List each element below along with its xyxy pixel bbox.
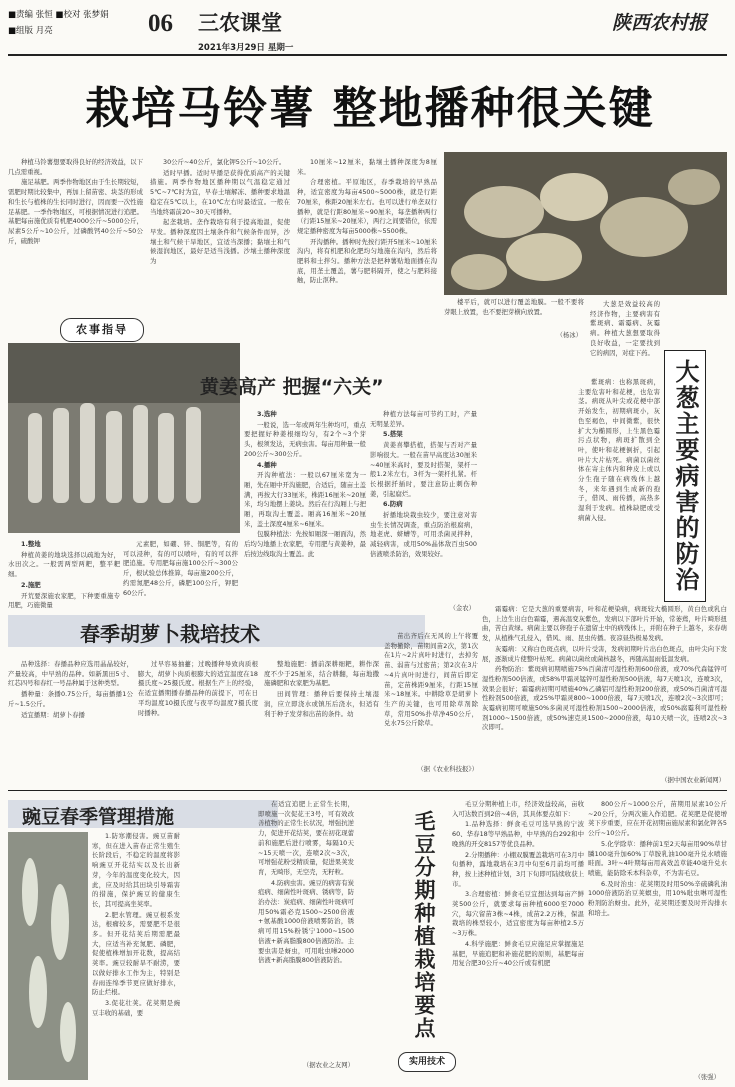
scallion-title-box: [664, 350, 706, 602]
practical-tech-badge: [398, 1052, 456, 1072]
page-number: 06: [148, 10, 173, 37]
potato-col-2: 30公斤~40公斤，氯化钾5公斤~10公斤。 适时早播。适时早播是获得优质高产的关键措施。两季作物地区播种期以气温稳定通过5℃~7℃时为宜，早春土壤解冻、播种要求地温稳定在5℃以上，在10℃左右时最适宜。一般在当地终霜前20~30天可播种。 起垄栽培。垄作栽培有利于提高地温，促使早发。播种深度因土壤条件和气候条件而异，沙壤土和气候干旱地区，宜适当深播；黏壤土和气候湿润地区，最好是适当浅播。沙壤土播种深度为: [150, 158, 290, 266]
scallion-text-bottom: 霜霉病：它是大葱的重要病害，叶和花梗染病，病斑较大椭圆形，黄白色或乳白色，上边生出白色霜霉，遇高温变灰紫色，发病以下部叶片开始，常萎蔫，叶片畸形扭曲，苦白黄绿。病菌主要以卵孢子在遗留土中的病残体上，并附在种子上越冬，来春萌发，从植株气孔侵入，借风、雨、昆虫传播。夜凉昼热极易发病。 灰霉病：又称白色斑点病，以叶片受害，发病初期叶片出白色斑点，由叶尖向下发展，逐渐成片使整叶枯死。病菌以菌丝或菌核越冬，再随高温雨低温发病。 药物防治：紫斑病初期喷施75%百菌清可湿性粉剂600倍液，或70%代森锰锌可湿性粉剂500倍液，或58%甲霜灵锰锌可湿性粉剂500倍液，每7天喷1次，连喷3次，效果会很好；霜霉病初期可喷施40%乙磷铝可湿性粉剂200倍液，或50%百菌清可湿性粉剂500倍液，或25%甲霜灵800~1000倍液，每7天喷1次，连喷2次~3次即可；灰霉病初期可喷施50%多菌灵可湿性粉剂1500~2000倍液，或50%腐霉利可湿性粉剂1000~1500倍液，或50%速克灵1500~2000倍液，每10天喷一次，连喷2次~3次即可。: [482, 605, 727, 732]
pea-title: 豌豆春季管理措施: [22, 806, 175, 828]
farming-guide-badge: [60, 318, 144, 342]
potato-photo: [444, 152, 727, 295]
main-headline: 栽培马铃薯 整地播种很关键: [85, 83, 655, 134]
pea-col-2: 在适宜追肥上正常生长期，即喷施一次促花王3号，可有效改善植物的正常生长状况，增强抗逆力，促进开花结荚，要在初花现蕾前和施肥后进行喷雾，每隔10天~15天喷一次，连喷2次~3次，可增强花粉受精质量，促进果荚发育，无畸形，无空壳，无籽粒。 4.防病虫害。豌豆的病害有炭疽病、细菌性叶斑病、锈病等，防治办法：炭疽病、细菌性叶斑病可用50%霜必克1500~2500倍液+氨基酸1000倍液喷雾防治，锈病可用15%粉锈宁1000~1500倍液+新高脂膜800倍液防治。主要虫害是蚜虫，可用吡虫啉2000倍液+新高脂膜800倍液防治。: [258, 800, 354, 965]
scallion-title: 大葱主要病害的防治: [671, 359, 699, 593]
issue-date: 2021年3月29日 星期一: [198, 43, 294, 53]
scallion-text-mid: 紫斑病：也称黑斑病，主要危害叶和花梗，也危害茎。病斑从叶尖或花梗中部开始发生，初期病斑小，灰色至褐色，中间微紫，很快扩大为椭圆形，上生黑色霉污点状物，病斑扩散到全叶，使叶和花梗倒折，引起叶片大片枯死。病菌以菌丝体在寄主体内和种皮上或以分生孢子随在病残体上越冬，来年遇到生成新的孢子，借风、雨传播，高热多湿利于发病。植株缺肥或受病菌入侵。: [578, 378, 660, 522]
editor-line: ■责编 张恒 ■校对 张梦娟: [8, 10, 109, 20]
potato-col-3: 10厘米~12厘米，黏壤土播种深度为8厘米。 合理密植。平原地区，春季栽培的早熟品种，适宜密度为每亩4500~5000株，就是行距70厘米，株距20厘米左右。也可以进行单垄双行播种，就是行距80厘米~90厘米，每垄播种两行（行距15厘米~20厘米），两行之间要错位，依需规定播种密度为每亩5000株~5500株。 开沟播种。播种时先按行距开5厘米~10厘米沟内，将有机肥和化肥均匀地施在沟内，然后将肥料和土拌匀。播种方法是把种薯贴地面播在沟底，用垄土覆盖，薯与肥料隔开，使之与肥料接触，防止沤种。: [297, 158, 437, 285]
carrot-col-4: 苗出齐后在无风的上午将覆盖物撤除，苗期间苗2次，第1次在1片~2片真叶时进行，去掉劣苗、弱苗与过密苗；第2次在3片~4片真叶时进行，间苗后即定苗，定苗株距9厘米，行距15厘米~18厘米。中耕除草是胡萝卜生产的关键，也可用除草剂除草，常用50%扑草净450公斤，兑水75公斤除草。: [384, 632, 478, 728]
carrot-col-1: 品种选择：春播品种应选用晶晶较好，产量较高，中早熟的品种。如新黑田5寸、红芯四号和春红一号品种属于这种类型。 播种量：条播0.75公斤，每亩播播1公斤~1.5公斤。 适宜播期：胡萝卜春播: [8, 660, 133, 719]
potato-credit: （杨冰）: [556, 331, 582, 339]
pea-photo-art: [8, 832, 88, 1080]
edamame-col-1: 毛豆分期种植上市，经济效益较高，亩收入可达数百到2倍~4倍，其具体要点如下： 1.品种选择：鲜食毛豆可选早熟的宁波60、华春18等早熟品种，中早熟的台292和中晚熟的开交8157等优良品种。 2.分期播种：小棚双膜覆盖栽培可在3月中旬播种，露地栽培在3月中旬至6月前均可播种，按上述种植计划，3月下旬即可陆续收获上市。 3.合理密植：鲜食毛豆宜想达到每亩产鲜荚500公斤，就要求每亩种植6000至7000穴，每穴留苗3株~4株，成苗2.2万株，保温栽培的株型较小，适宜密度为每亩种植2.5万~3万株。 4.科学施肥：鲜食毛豆应施足应掌握施足基肥，早施追肥和补施花肥的原则，基肥每亩用复合肥30公斤~40公斤或有机肥: [452, 800, 584, 968]
potato-col-4: 楼平后，就可以进行覆盖地膜。一般不要将芽眼上放置，也不要把芽横向放置。: [444, 298, 584, 316]
header-rule: [8, 54, 727, 56]
edamame-title: 毛豆分期种植栽培要点: [412, 810, 436, 1040]
scallion-credit: （据中国农业新闻网）: [661, 776, 725, 784]
carrot-col-2: 过早容易抽薹；过晚播种导致肉质根膨大，胡萝卜肉质根膨大的适宜温度在18摄氏度~25摄氏度。根据生产上的经验，在适宜播期播春播品种的前提下，可在日平均温度10摄氏度与夜平均温度7摄氏度时播种。: [138, 660, 258, 717]
ginger-col-1: 元素肥，如硼、锌、铜肥等，有的可以浸种，有的可以喷叶，有的可以拌肥追施。专用肥每亩施100公斤~300公斤，根试验总体推算，每亩施200公斤，约需氮肥48公斤，磷肥100公斤，钾肥60公斤。: [123, 540, 238, 597]
ginger-title: 黄姜高产 把握“六关”: [200, 376, 384, 398]
group-line: ■组版 月亮: [8, 26, 53, 36]
ginger-col-3: 种植方法每亩可节约工时，产量无明显差异。 5.搭架 黄姜喜攀搭植，搭架与否对产量影响很大。一般在苗早高度达30厘米~40厘米高时，要及时搭架，架杆一般1.2米左右，3杆为一架杆扎紧。杆长根据扦插时，要注意防止刺伤种姜，引起腐烂。 6.防病 折播地块栽虫较少，要注意对害虫生长情况调查，重点防治根腐病，地老虎、蛴螬等，可用杀菌灵拌种，减轻病害，或用50%晶体敌百虫500倍液喷杀防治，效果较好。: [370, 410, 477, 558]
masthead-logo: 陕西农村报: [612, 12, 708, 34]
ginger-col-2: 3.选种 一般说，选一年或两年生种均可，重点要把握好种姜根细均匀，有2个~3个芽头，根须发达，无病虫害。每亩用种量一般200公斤~300公斤。 4.播种 开沟种植法：一般以67厘米宽为一厢，先在厢中开沟施肥，合适后，随亩土盖满，再按大行33厘米，株距16厘米~20厘米，均匀地摆上姜块。然后在行沟厢上与把厢，再取沟土覆盖。厢高16厘米~20厘米，盖土深度4厘米~6厘米。 包膜种植法：先按如厢深一厢面沟，然后均匀地播上农家肥，专用肥与黄姜种，最后按边线取沟土覆盖。此: [244, 410, 366, 558]
farming-guide-label: 农事指导: [76, 323, 128, 336]
carrot-col-3: 整地施肥：播前深耕细耙，耕作深度不少于25厘米，结合耕翻，每亩地撒施磷肥和农家肥为基肥。 田间管理：播种后要保持土壤湿润，应立即浇水或镇压后浇水，但适有利于种子发芽和出苗的条件。幼: [264, 660, 379, 718]
edamame-credit: （张强）: [694, 1073, 720, 1081]
ginger-caption: 1.整地 种植黄姜的地块选择以疏地为好，水田次之。一般需两型两耙，整平耙细。 2.施肥 开荒要深施农家肥，下种要重施专用肥，巧施微量: [8, 540, 120, 610]
scallion-text-top: 大葱是效益较高的经济作物，主要病害有紫斑病、霜霉病、灰霉病。种植大葱想要取得良好收益，一定要找到它的病因，对症下药。: [590, 300, 660, 357]
section-divider: [8, 790, 727, 791]
edamame-col-2: 800公斤~1000公斤，苗期用尿素10公斤~20公斤，分两次施入作追肥。花荚肥是促使增荚下步重要，应在开花初期亩施尿素和氯化钾各5公斤~10公斤。 5.化学除草：播种前1至2天每亩用90%草甘膦100毫升加60%丁草胺乳油100毫升兑水喷施畦面。3叶~4叶期每亩用高效盖草能40毫升兑水喷施，能防除禾本科杂草，不为害毛豆。 6.及时治虫：花荚期及时用50%辛硫磷乳油1000倍液防治豆荚螟虫，用10%吡虫啉可湿性粉剂防治蚜虫。此外，花荚期还要及时开沟排水和培土。: [588, 800, 727, 917]
pea-col-1: 1.防寒潮侵害。豌豆苗耐寒，但在进入苗春正常生殖生长阶段后，不稳定的温度将影响豌豆开花结实以及长出新芽，今年的温度变化较大，因此，应及时给其田块引导霜害的措施，保护豌豆的健康生长，其可提高坐荚率。 2.肥水管理。豌豆根系发达，根瘤较多，需要肥不是很多。但开花结荚后期需肥最大，应适当补充氮肥、磷肥，促使植株增加开花数，提高结荚率。豌豆较耐旱不耐涝，要以做好排水工作为主，特别是春雨连绵季节更应做好排水，防止烂根。 3.促花壮荚。花荚期是豌豆丰收的基础，要: [92, 832, 180, 1017]
potato-col-1: 种植马铃薯想要取得良好的经济效益，以下几点需重视。 施足基肥。两季作物地区由于生长期较短，需肥时期比较集中，再加上留苗密、块茎的形成和生长与植株的生长同时进行，因而要一次性施足基肥。一季作物地区，可根据情况进行追肥。基肥每亩施优质有机肥4000公斤~5000公斤，尿素5公斤~10公斤，过磷酸钙40公斤~50公斤，硫酸钾: [8, 158, 143, 245]
ginger-credit: （金农）: [449, 604, 475, 612]
carrot-title: 春季胡萝卜栽培技术: [80, 622, 260, 646]
potato-photo-art: [444, 152, 727, 295]
section-title: 三农课堂: [198, 10, 282, 35]
carrot-credit: （据《农业科技报》）: [417, 765, 478, 773]
pea-credit: （据农业之友网）: [302, 1061, 354, 1069]
practical-tech-label: 实用技术: [408, 1057, 445, 1067]
pea-photo: [8, 832, 88, 1080]
